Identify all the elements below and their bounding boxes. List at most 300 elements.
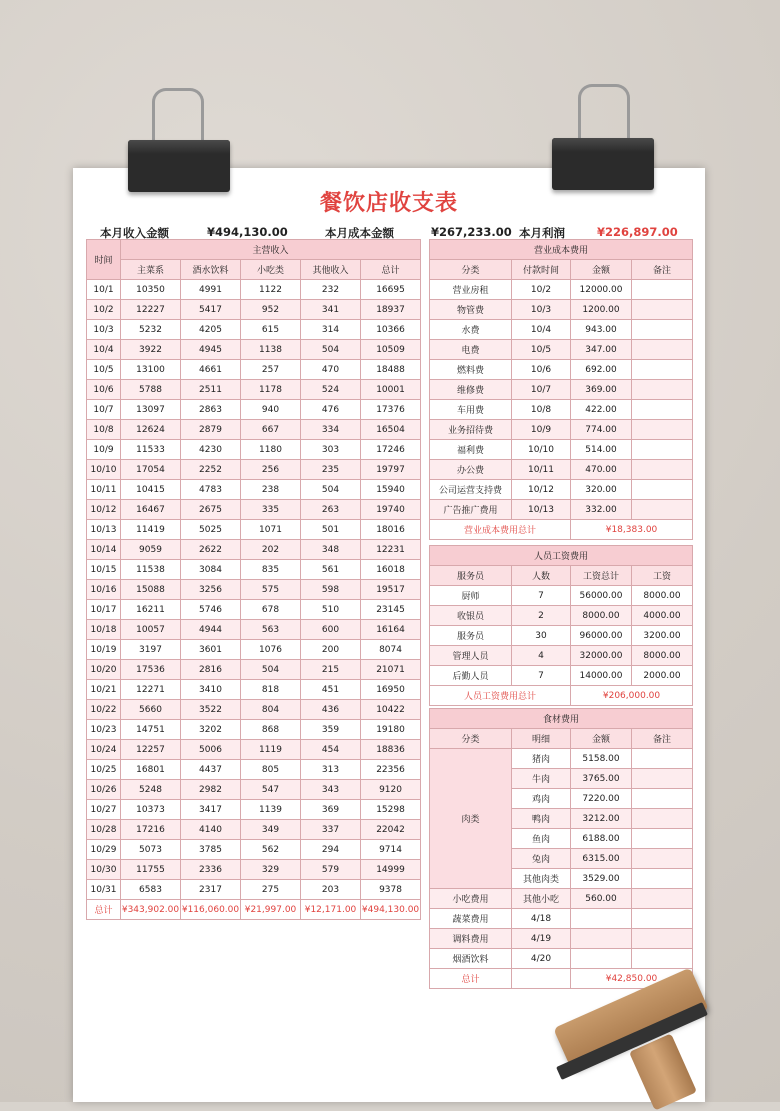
table-cell: 1119: [241, 740, 301, 760]
total-label: 总计: [430, 969, 512, 989]
table-row: [87, 300, 421, 320]
table-cell: 16467: [121, 500, 181, 520]
table-cell: 1180: [241, 440, 301, 460]
table-cell: 3522: [181, 700, 241, 720]
total-cell: ¥116,060.00: [181, 900, 241, 920]
table-cell: 4944: [181, 620, 241, 640]
table-cell: 320.00: [571, 480, 632, 500]
table-cell: 14751: [121, 720, 181, 740]
table-cell: 4205: [181, 320, 241, 340]
table-cell: 23145: [361, 600, 421, 620]
table-cell: 202: [241, 540, 301, 560]
table-cell: 16695: [361, 280, 421, 300]
table-cell: 504: [301, 340, 361, 360]
table-cell: 其他小吃: [512, 889, 571, 909]
total-value: ¥206,000.00: [571, 686, 693, 706]
table-cell: 15088: [121, 580, 181, 600]
column-header: 备注: [632, 729, 693, 749]
column-header: 分类: [430, 260, 512, 280]
table-cell: [632, 340, 693, 360]
table-cell: 车用费: [430, 400, 512, 420]
table-cell: 5248: [121, 780, 181, 800]
table-cell: 18937: [361, 300, 421, 320]
table-cell: 10/5: [512, 340, 571, 360]
table-cell: 7220.00: [571, 789, 632, 809]
table-cell: 235: [301, 460, 361, 480]
table-row: [430, 400, 693, 420]
table-cell: 9714: [361, 840, 421, 860]
time-header: 时间: [87, 240, 121, 280]
table-cell: 313: [301, 760, 361, 780]
table-cell: 349: [241, 820, 301, 840]
table-cell: 952: [241, 300, 301, 320]
table-cell: 348: [301, 540, 361, 560]
page-title: 餐饮店收支表: [319, 191, 458, 216]
table-cell: 10/9: [87, 440, 121, 460]
table-row: [87, 580, 421, 600]
table-cell: 329: [241, 860, 301, 880]
table-cell: 广告推广费用: [430, 500, 512, 520]
table-cell: 10001: [361, 380, 421, 400]
table-cell: 18836: [361, 740, 421, 760]
table-cell: 510: [301, 600, 361, 620]
table-row: [430, 420, 693, 440]
table-row: [87, 520, 421, 540]
table-cell: 2000.00: [632, 666, 693, 686]
table-cell: 猪肉: [512, 749, 571, 769]
table-cell: 11419: [121, 520, 181, 540]
table-cell: [632, 500, 693, 520]
table-cell: 水费: [430, 320, 512, 340]
table-cell: 30: [512, 626, 571, 646]
table-cell: 547: [241, 780, 301, 800]
binder-clip-left: [128, 140, 230, 192]
table-cell: 4991: [181, 280, 241, 300]
table-cell: 818: [241, 680, 301, 700]
note-cell: [632, 829, 693, 849]
table-cell: 13100: [121, 360, 181, 380]
food-cost-table: [429, 708, 693, 989]
note-cell: [632, 929, 693, 949]
table-cell: 10/8: [87, 420, 121, 440]
table-cell: 3084: [181, 560, 241, 580]
table-cell: 501: [301, 520, 361, 540]
table-cell: 600: [301, 620, 361, 640]
table-cell: 7: [512, 586, 571, 606]
table-row: [87, 700, 421, 720]
table-cell: 10/25: [87, 760, 121, 780]
table-cell: 其他肉类: [512, 869, 571, 889]
table-row: [87, 440, 421, 460]
table-cell: 16504: [361, 420, 421, 440]
table-row: [87, 840, 421, 860]
table-row: [430, 340, 693, 360]
table-cell: 10415: [121, 480, 181, 500]
table-cell: [632, 480, 693, 500]
table-cell: 16950: [361, 680, 421, 700]
table-cell: 257: [241, 360, 301, 380]
table-cell: 电费: [430, 340, 512, 360]
table-cell: 3529.00: [571, 869, 632, 889]
column-header: 备注: [632, 260, 693, 280]
table-cell: 504: [241, 660, 301, 680]
column-header: 小吃类: [241, 260, 301, 280]
table-cell: 3785: [181, 840, 241, 860]
table-cell: 369.00: [571, 380, 632, 400]
table-row: [430, 440, 693, 460]
column-header: 付款时间: [512, 260, 571, 280]
table-row: [430, 500, 693, 520]
table-cell: 11533: [121, 440, 181, 460]
table-cell: 1076: [241, 640, 301, 660]
table-cell: 12000.00: [571, 280, 632, 300]
table-cell: 8000.00: [632, 586, 693, 606]
table-cell: 347.00: [571, 340, 632, 360]
table-cell: [571, 909, 632, 929]
total-cell: ¥494,130.00: [361, 900, 421, 920]
table-cell: 4000.00: [632, 606, 693, 626]
table-row: [430, 300, 693, 320]
table-cell: 16164: [361, 620, 421, 640]
table-cell: 422.00: [571, 400, 632, 420]
table-cell: 10/30: [87, 860, 121, 880]
table-cell: 2622: [181, 540, 241, 560]
table-cell: [632, 320, 693, 340]
table-cell: 10/20: [87, 660, 121, 680]
table-cell: 514.00: [571, 440, 632, 460]
table-cell: 615: [241, 320, 301, 340]
column-header: 工资: [632, 566, 693, 586]
table-cell: 10/1: [87, 280, 121, 300]
table-cell: 10/10: [512, 440, 571, 460]
table-row: [87, 680, 421, 700]
table-row: [430, 626, 693, 646]
table-cell: 56000.00: [571, 586, 632, 606]
table-cell: 10422: [361, 700, 421, 720]
table-cell: 2879: [181, 420, 241, 440]
table-cell: 314: [301, 320, 361, 340]
table-cell: 5073: [121, 840, 181, 860]
total-label: 人员工资费用总计: [430, 686, 571, 706]
table-cell: 562: [241, 840, 301, 860]
table-cell: 369: [301, 800, 361, 820]
table-cell: 17216: [121, 820, 181, 840]
table-row: [87, 800, 421, 820]
table-cell: 3197: [121, 640, 181, 660]
table-cell: 256: [241, 460, 301, 480]
total-value: ¥42,850.00: [571, 969, 693, 989]
table-cell: 294: [301, 840, 361, 860]
table-cell: 10/23: [87, 720, 121, 740]
table-cell: 办公费: [430, 460, 512, 480]
table-row: [430, 949, 693, 969]
table-cell: 10/11: [87, 480, 121, 500]
column-header: 明细: [512, 729, 571, 749]
table-cell: 10/17: [87, 600, 121, 620]
table-cell: 32000.00: [571, 646, 632, 666]
table-cell: 263: [301, 500, 361, 520]
table-row: [430, 360, 693, 380]
table-cell: 10/12: [512, 480, 571, 500]
table-cell: 19740: [361, 500, 421, 520]
table-cell: 804: [241, 700, 301, 720]
table-row: [87, 360, 421, 380]
table-cell: 8000.00: [571, 606, 632, 626]
table-cell: 774.00: [571, 420, 632, 440]
table-cell: 10/3: [512, 300, 571, 320]
table-cell: 公司运营支持费: [430, 480, 512, 500]
table-cell: 15940: [361, 480, 421, 500]
table-cell: 5006: [181, 740, 241, 760]
table-cell: 10/16: [87, 580, 121, 600]
table-cell: 18488: [361, 360, 421, 380]
table-cell: 10/15: [87, 560, 121, 580]
table-cell: 鸭肉: [512, 809, 571, 829]
table-cell: 4/18: [512, 909, 571, 929]
profit-label: 本月利润: [519, 226, 565, 240]
table-cell: 15298: [361, 800, 421, 820]
table-row: [430, 909, 693, 929]
total-label: 营业成本费用总计: [430, 520, 571, 540]
table-row: [87, 600, 421, 620]
table-row: [87, 340, 421, 360]
table-cell: [632, 440, 693, 460]
table-cell: 470.00: [571, 460, 632, 480]
table-cell: 5158.00: [571, 749, 632, 769]
table-cell: 4/19: [512, 929, 571, 949]
table-cell: 17246: [361, 440, 421, 460]
table-cell: 2816: [181, 660, 241, 680]
table-row: [430, 889, 693, 909]
table-cell: 10/19: [87, 640, 121, 660]
column-header: 工资总计: [571, 566, 632, 586]
table-cell: 678: [241, 600, 301, 620]
table-cell: 17376: [361, 400, 421, 420]
table-cell: 451: [301, 680, 361, 700]
table-row: [87, 880, 421, 900]
table-cell: 11538: [121, 560, 181, 580]
table-row: [87, 400, 421, 420]
total-cell: ¥12,171.00: [301, 900, 361, 920]
note-cell: [632, 769, 693, 789]
column-header: 其他收入: [301, 260, 361, 280]
table-cell: 16801: [121, 760, 181, 780]
table-cell: [632, 460, 693, 480]
table-cell: 2675: [181, 500, 241, 520]
table-cell: 10/7: [87, 400, 121, 420]
table-cell: 10/21: [87, 680, 121, 700]
table-cell: 牛肉: [512, 769, 571, 789]
table-cell: 10/26: [87, 780, 121, 800]
table-cell: 管理人员: [430, 646, 512, 666]
table-cell: 5788: [121, 380, 181, 400]
table-row: [430, 380, 693, 400]
table-cell: 7: [512, 666, 571, 686]
table-cell: 5232: [121, 320, 181, 340]
table-row: [430, 586, 693, 606]
income-total-row: [87, 900, 421, 920]
table-cell: 436: [301, 700, 361, 720]
table-row: [430, 646, 693, 666]
table-row: [87, 740, 421, 760]
table-cell: 3601: [181, 640, 241, 660]
profit-value: ¥226,897.00: [597, 225, 678, 239]
table-cell: 3417: [181, 800, 241, 820]
table-cell: 10/6: [87, 380, 121, 400]
note-cell: [632, 849, 693, 869]
table-cell: 332.00: [571, 500, 632, 520]
table-row: [87, 480, 421, 500]
table-cell: 8074: [361, 640, 421, 660]
staff-cost-header: 人员工资费用: [430, 546, 693, 566]
table-cell: 4945: [181, 340, 241, 360]
table-cell: 19797: [361, 460, 421, 480]
table-cell: 12231: [361, 540, 421, 560]
table-cell: 10/31: [87, 880, 121, 900]
column-header: 人数: [512, 566, 571, 586]
table-cell: 收银员: [430, 606, 512, 626]
table-cell: 337: [301, 820, 361, 840]
table-cell: 4140: [181, 820, 241, 840]
table-cell: 4/20: [512, 949, 571, 969]
table-cell: 8000.00: [632, 646, 693, 666]
table-cell: 1138: [241, 340, 301, 360]
note-cell: [632, 889, 693, 909]
table-cell: 22042: [361, 820, 421, 840]
table-cell: 10373: [121, 800, 181, 820]
table-cell: 1178: [241, 380, 301, 400]
table-cell: 805: [241, 760, 301, 780]
table-cell: 524: [301, 380, 361, 400]
table-cell: 476: [301, 400, 361, 420]
note-cell: [632, 749, 693, 769]
operating-cost-header: 营业成本费用: [430, 240, 693, 260]
cost-label: 本月成本金额: [325, 226, 394, 240]
table-cell: 3202: [181, 720, 241, 740]
total-cell: ¥21,997.00: [241, 900, 301, 920]
table-cell: 200: [301, 640, 361, 660]
table-cell: 10/11: [512, 460, 571, 480]
table-cell: 12227: [121, 300, 181, 320]
table-cell: 小吃费用: [430, 889, 512, 909]
table-cell: 10/18: [87, 620, 121, 640]
table-cell: 10/29: [87, 840, 121, 860]
table-cell: 10/2: [512, 280, 571, 300]
table-cell: 341: [301, 300, 361, 320]
column-header: 金额: [571, 729, 632, 749]
table-cell: 303: [301, 440, 361, 460]
table-cell: 3765.00: [571, 769, 632, 789]
table-cell: 11755: [121, 860, 181, 880]
table-cell: 业务招待费: [430, 420, 512, 440]
operating-cost-table: [429, 239, 693, 540]
meat-category: 肉类: [430, 749, 512, 889]
paper-sheet: [73, 168, 705, 1102]
table-cell: 10/28: [87, 820, 121, 840]
table-cell: 2: [512, 606, 571, 626]
table-cell: 359: [301, 720, 361, 740]
table-cell: 1200.00: [571, 300, 632, 320]
table-cell: 6315.00: [571, 849, 632, 869]
table-cell: 579: [301, 860, 361, 880]
table-cell: 215: [301, 660, 361, 680]
total-cell: ¥343,902.00: [121, 900, 181, 920]
table-cell: 275: [241, 880, 301, 900]
note-cell: [632, 809, 693, 829]
table-row: [430, 606, 693, 626]
column-header: 酒水饮料: [181, 260, 241, 280]
table-cell: 10/13: [512, 500, 571, 520]
staff-total-row: [430, 686, 693, 706]
table-cell: 10/27: [87, 800, 121, 820]
table-cell: 943.00: [571, 320, 632, 340]
table-cell: 16211: [121, 600, 181, 620]
table-cell: 1139: [241, 800, 301, 820]
table-cell: 维修费: [430, 380, 512, 400]
table-cell: 232: [301, 280, 361, 300]
table-cell: 鸡肉: [512, 789, 571, 809]
table-cell: 3256: [181, 580, 241, 600]
table-cell: [632, 380, 693, 400]
table-row: [87, 780, 421, 800]
table-cell: 575: [241, 580, 301, 600]
table-cell: 10/22: [87, 700, 121, 720]
table-cell: [632, 280, 693, 300]
table-cell: 12257: [121, 740, 181, 760]
table-cell: 5417: [181, 300, 241, 320]
table-cell: 10/4: [512, 320, 571, 340]
table-cell: 烟酒饮料: [430, 949, 512, 969]
table-row: [430, 460, 693, 480]
table-cell: 21071: [361, 660, 421, 680]
table-row: [87, 460, 421, 480]
total-cell: 总计: [87, 900, 121, 920]
table-row: [87, 540, 421, 560]
table-cell: 1071: [241, 520, 301, 540]
table-cell: 504: [301, 480, 361, 500]
table-cell: 96000.00: [571, 626, 632, 646]
table-cell: [632, 400, 693, 420]
table-cell: [571, 929, 632, 949]
total-value: ¥18,383.00: [571, 520, 693, 540]
note-cell: [632, 949, 693, 969]
table-cell: 6188.00: [571, 829, 632, 849]
table-row: [87, 760, 421, 780]
table-cell: 10/3: [87, 320, 121, 340]
table-row: [430, 480, 693, 500]
table-cell: 12624: [121, 420, 181, 440]
column-header: 服务员: [430, 566, 512, 586]
table-cell: 335: [241, 500, 301, 520]
table-cell: 19517: [361, 580, 421, 600]
table-row: [87, 860, 421, 880]
table-cell: 10/14: [87, 540, 121, 560]
table-row: [87, 640, 421, 660]
table-cell: 12271: [121, 680, 181, 700]
table-row: [430, 666, 693, 686]
table-cell: 560.00: [571, 889, 632, 909]
note-cell: [632, 909, 693, 929]
table-cell: 5746: [181, 600, 241, 620]
table-cell: 561: [301, 560, 361, 580]
table-cell: 福利费: [430, 440, 512, 460]
table-cell: 18016: [361, 520, 421, 540]
table-cell: 868: [241, 720, 301, 740]
table-cell: 10509: [361, 340, 421, 360]
table-cell: 238: [241, 480, 301, 500]
table-row: [87, 280, 421, 300]
table-cell: 10366: [361, 320, 421, 340]
